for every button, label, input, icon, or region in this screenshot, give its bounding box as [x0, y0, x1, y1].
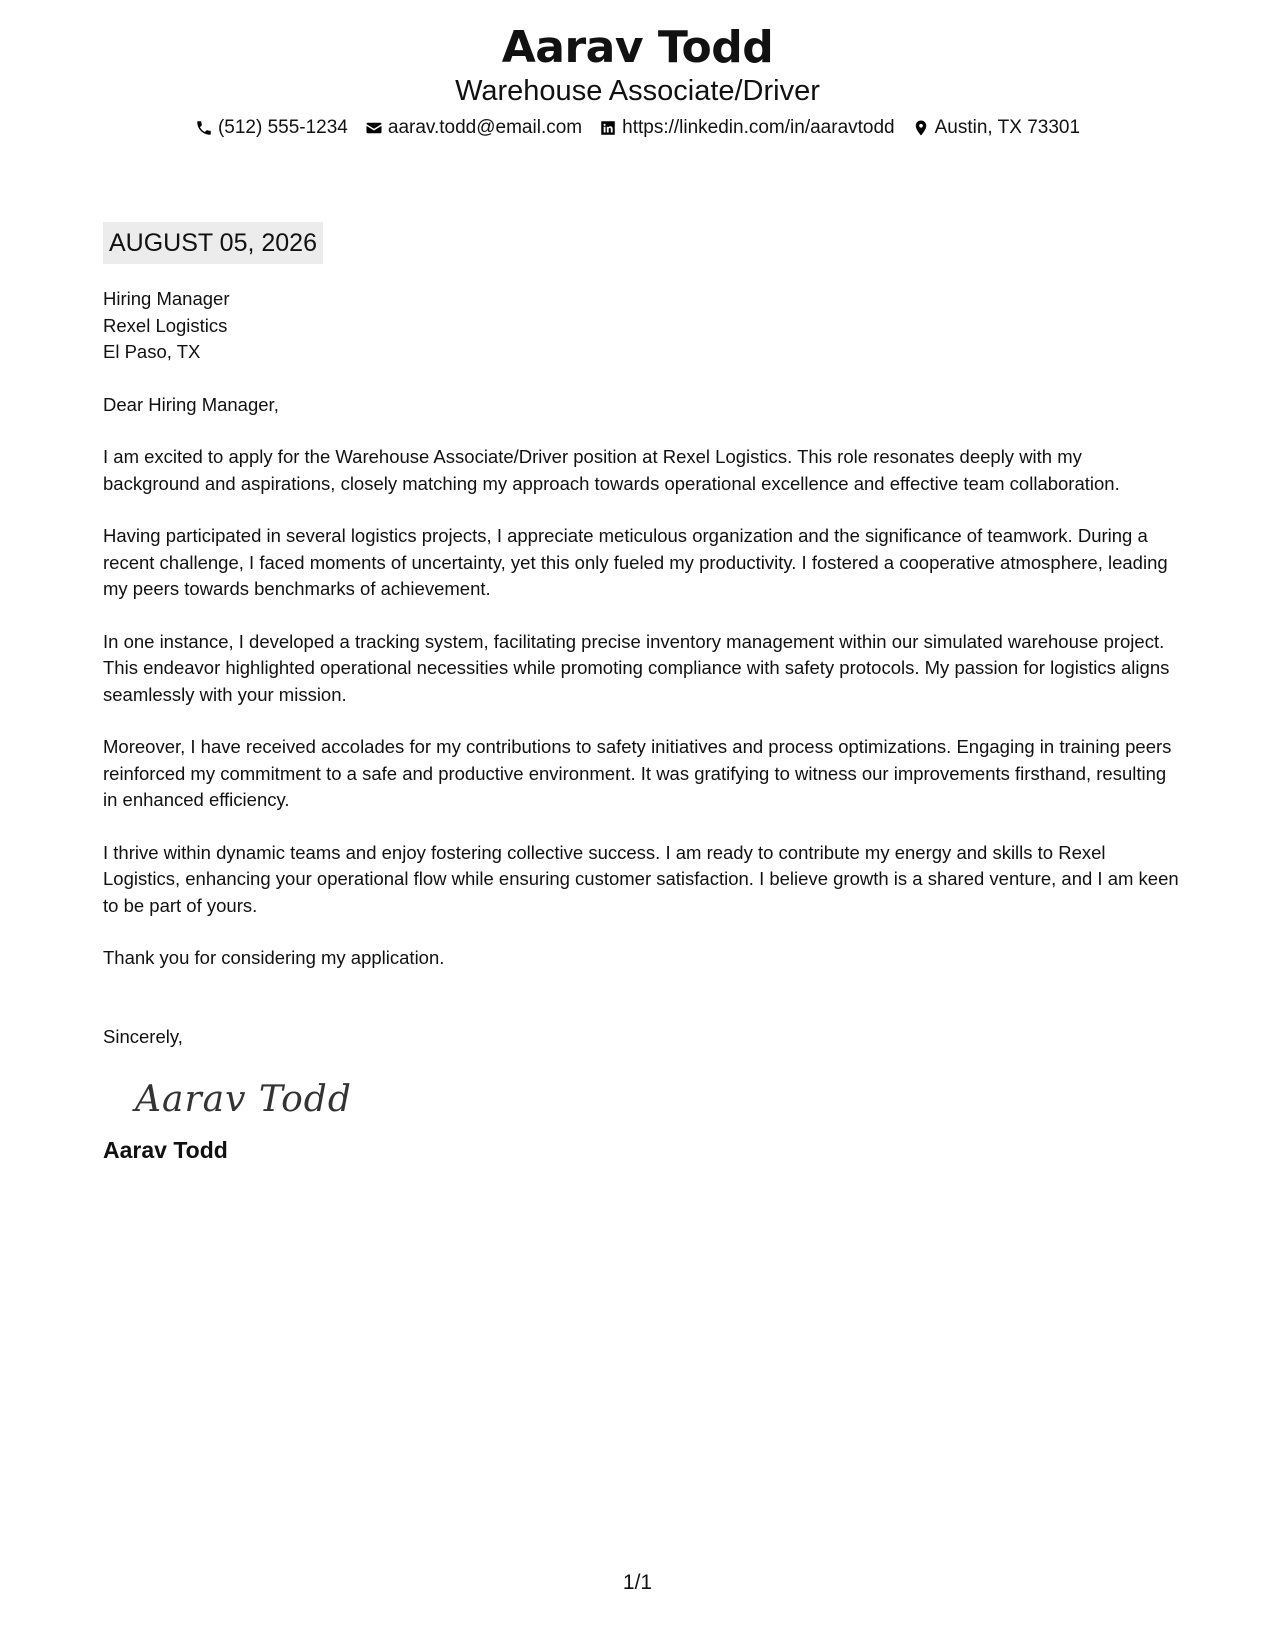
- contact-linkedin[interactable]: [599, 116, 895, 140]
- envelope-icon: [365, 119, 383, 137]
- linkedin-icon: [599, 119, 617, 137]
- recipient-line: El Paso, TX: [103, 341, 201, 362]
- body-paragraph: I thrive within dynamic teams and enjoy fostering collective success. I am ready to contribute my energy and skills to Rexel Logistics, enhancing your operational flow while ensuring customer satisfaction. I believe growth is a shared venture, and I am keen to be part of yours.: [103, 841, 1179, 916]
- body-paragraph: In one instance, I developed a tracking system, facilitating precise inventory management within our simulated warehouse project. This endeavor highlighted operational necessities while promoting compliance with safety protocols. My passion for logistics aligns seamlessly with your mission.: [103, 630, 1170, 705]
- letter-date: AUGUST 05, 2026: [103, 222, 323, 264]
- phone-text: (512) 555-1234: [217, 117, 348, 138]
- handwritten-signature: Aarav Todd: [135, 1079, 352, 1120]
- page-number: 1/1: [622, 1571, 653, 1594]
- contact-phone: [195, 116, 348, 140]
- map-pin-icon: [912, 119, 930, 137]
- contact-bar: [0, 116, 1275, 140]
- letter-header: [0, 22, 1275, 140]
- linkedin-text[interactable]: https://linkedin.com/in/aaravtodd: [622, 117, 895, 138]
- recipient-line: Hiring Manager: [103, 288, 230, 309]
- body-paragraph: Moreover, I have received accolades for my contributions to safety initiatives and process optimizations. Engaging in training peers reinforced my commitment to a safe and productive environment. It was gratifying to witness our improvements firsthand, resulting in enhanced efficiency.: [103, 736, 1172, 810]
- location-text: Austin, TX 73301: [934, 117, 1081, 138]
- phone-icon: [195, 119, 213, 137]
- contact-email[interactable]: [365, 116, 582, 140]
- email-text[interactable]: aarav.todd@email.com: [387, 117, 583, 138]
- letter-body: [103, 286, 1183, 1164]
- body-paragraph: Having participated in several logistics projects, I appreciate meticulous organization and the significance of teamwork. During a recent challenge, I faced moments of uncertainty, yet this only fueled my productivity. I fostered a cooperative atmosphere, leading my peers towards benchmarks of achievement.: [103, 525, 1168, 599]
- recipient-line: Rexel Logistics: [103, 314, 228, 336]
- applicant-name: Aarav Todd: [501, 22, 774, 73]
- applicant-title: Warehouse Associate/Driver: [455, 75, 820, 107]
- signer-name: Aarav Todd: [103, 1137, 228, 1163]
- body-paragraph: Thank you for considering my application.: [103, 947, 445, 968]
- closing: Sincerely,: [103, 1025, 183, 1047]
- contact-location: [912, 116, 1080, 140]
- body-paragraph: I am excited to apply for the Warehouse Associate/Driver position at Rexel Logistics. This role resonates deeply with my background and aspirations, closely matching my approach towards operational excellence and effective team collaboration.: [103, 446, 1120, 494]
- recipient-block: [103, 286, 1183, 366]
- salutation: Dear Hiring Manager,: [103, 393, 279, 415]
